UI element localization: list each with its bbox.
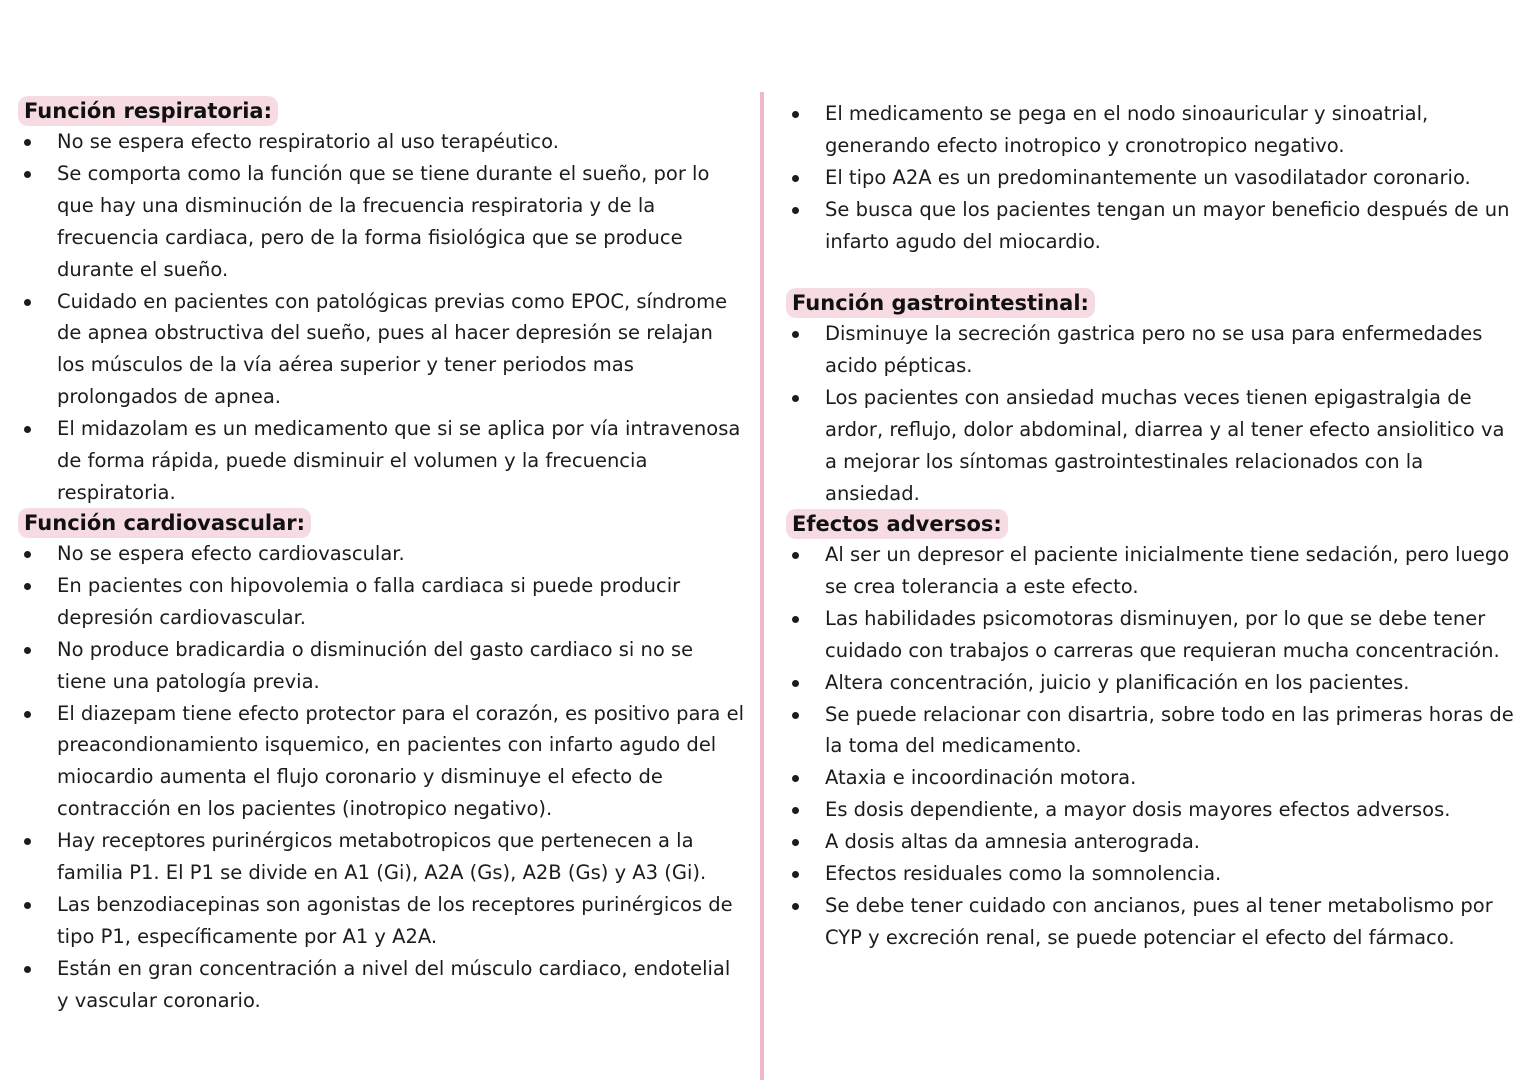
heading-respiratoria: Función respiratoria:	[18, 96, 278, 126]
list-item: Ataxia e incoordinación motora.	[786, 762, 1514, 794]
section-continuation	[786, 98, 1514, 258]
heading-cardiovascular: Función cardiovascular:	[18, 508, 311, 538]
list-item: El midazolam es un medicamento que si se aplica por vía intravenosa de forma rápida, puede disminuir el volumen y la frecuencia respiratoria.	[18, 413, 746, 509]
list-item: Hay receptores purinérgicos metabotropicos que pertenecen a la familia P1. El P1 se divide en A1 (Gi), A2A (Gs), A2B (Gs) y A3 (Gi).	[18, 825, 746, 889]
list-respiratoria	[18, 126, 746, 509]
list-item: Es dosis dependiente, a mayor dosis mayores efectos adversos.	[786, 794, 1514, 826]
list-item: Están en gran concentración a nivel del músculo cardiaco, endotelial y vascular coronario.	[18, 953, 746, 1017]
list-item: Los pacientes con ansiedad muchas veces tienen epigastralgia de ardor, reflujo, dolor abdominal, diarrea y al tener efecto ansiolitico va a mejorar los síntomas gastrointestinales relacionados con la ansiedad.	[786, 382, 1514, 510]
list-item: Se comporta como la función que se tiene durante el sueño, por lo que hay una disminución de la frecuencia respiratoria y de la frecuencia cardiaca, pero de la forma fisiológica que se produce durante el sueño.	[18, 158, 746, 286]
list-item: En pacientes con hipovolemia o falla cardiaca si puede producir depresión cardiovascular.	[18, 570, 746, 634]
heading-adversos: Efectos adversos:	[786, 509, 1008, 539]
list-item: A dosis altas da amnesia anterograda.	[786, 826, 1514, 858]
list-item: El diazepam tiene efecto protector para el corazón, es positivo para el preacondionamiento isquemico, en pacientes con infarto agudo del miocardio aumenta el flujo coronario y disminuye el efecto de contracción en los pacientes (inotropico negativo).	[18, 698, 746, 826]
list-item: No se espera efecto respiratorio al uso terapéutico.	[18, 126, 746, 158]
heading-gastrointestinal: Función gastrointestinal:	[786, 288, 1095, 318]
list-item: Se puede relacionar con disartria, sobre todo en las primeras horas de la toma del medicamento.	[786, 699, 1514, 763]
section-respiratoria	[18, 96, 746, 509]
section-adversos	[786, 509, 1514, 954]
list-item: Cuidado en pacientes con patológicas previas como EPOC, síndrome de apnea obstructiva del sueño, pues al hacer depresión se relajan los músculos de la vía aérea superior y tener periodos mas prolongados de apnea.	[18, 286, 746, 414]
list-item: Se debe tener cuidado con ancianos, pues al tener metabolismo por CYP y excreción renal, se puede potenciar el efecto del fármaco.	[786, 890, 1514, 954]
list-item: Se busca que los pacientes tengan un mayor beneficio después de un infarto agudo del miocardio.	[786, 194, 1514, 258]
list-item: No produce bradicardia o disminución del gasto cardiaco si no se tiene una patología previa.	[18, 634, 746, 698]
column-divider	[760, 92, 764, 1080]
list-continuation	[786, 98, 1514, 258]
list-item: Las benzodiacepinas son agonistas de los receptores purinérgicos de tipo P1, específicamente por A1 y A2A.	[18, 889, 746, 953]
list-item: Al ser un depresor el paciente inicialmente tiene sedación, pero luego se crea tolerancia a este efecto.	[786, 539, 1514, 603]
list-item: Efectos residuales como la somnolencia.	[786, 858, 1514, 890]
list-item: No se espera efecto cardiovascular.	[18, 538, 746, 570]
list-adversos	[786, 539, 1514, 954]
list-gastrointestinal	[786, 318, 1514, 509]
list-item: Altera concentración, juicio y planificación en los pacientes.	[786, 667, 1514, 699]
list-item: El medicamento se pega en el nodo sinoauricular y sinoatrial, generando efecto inotropico y cronotropico negativo.	[786, 98, 1514, 162]
list-cardiovascular	[18, 538, 746, 1017]
list-item: Las habilidades psicomotoras disminuyen, por lo que se debe tener cuidado con trabajos o carreras que requieran mucha concentración.	[786, 603, 1514, 667]
section-cardiovascular	[18, 508, 746, 1017]
list-item: El tipo A2A es un predominantemente un vasodilatador coronario.	[786, 162, 1514, 194]
list-item: Disminuye la secreción gastrica pero no se usa para enfermedades acido pépticas.	[786, 318, 1514, 382]
section-gastrointestinal	[786, 288, 1514, 509]
